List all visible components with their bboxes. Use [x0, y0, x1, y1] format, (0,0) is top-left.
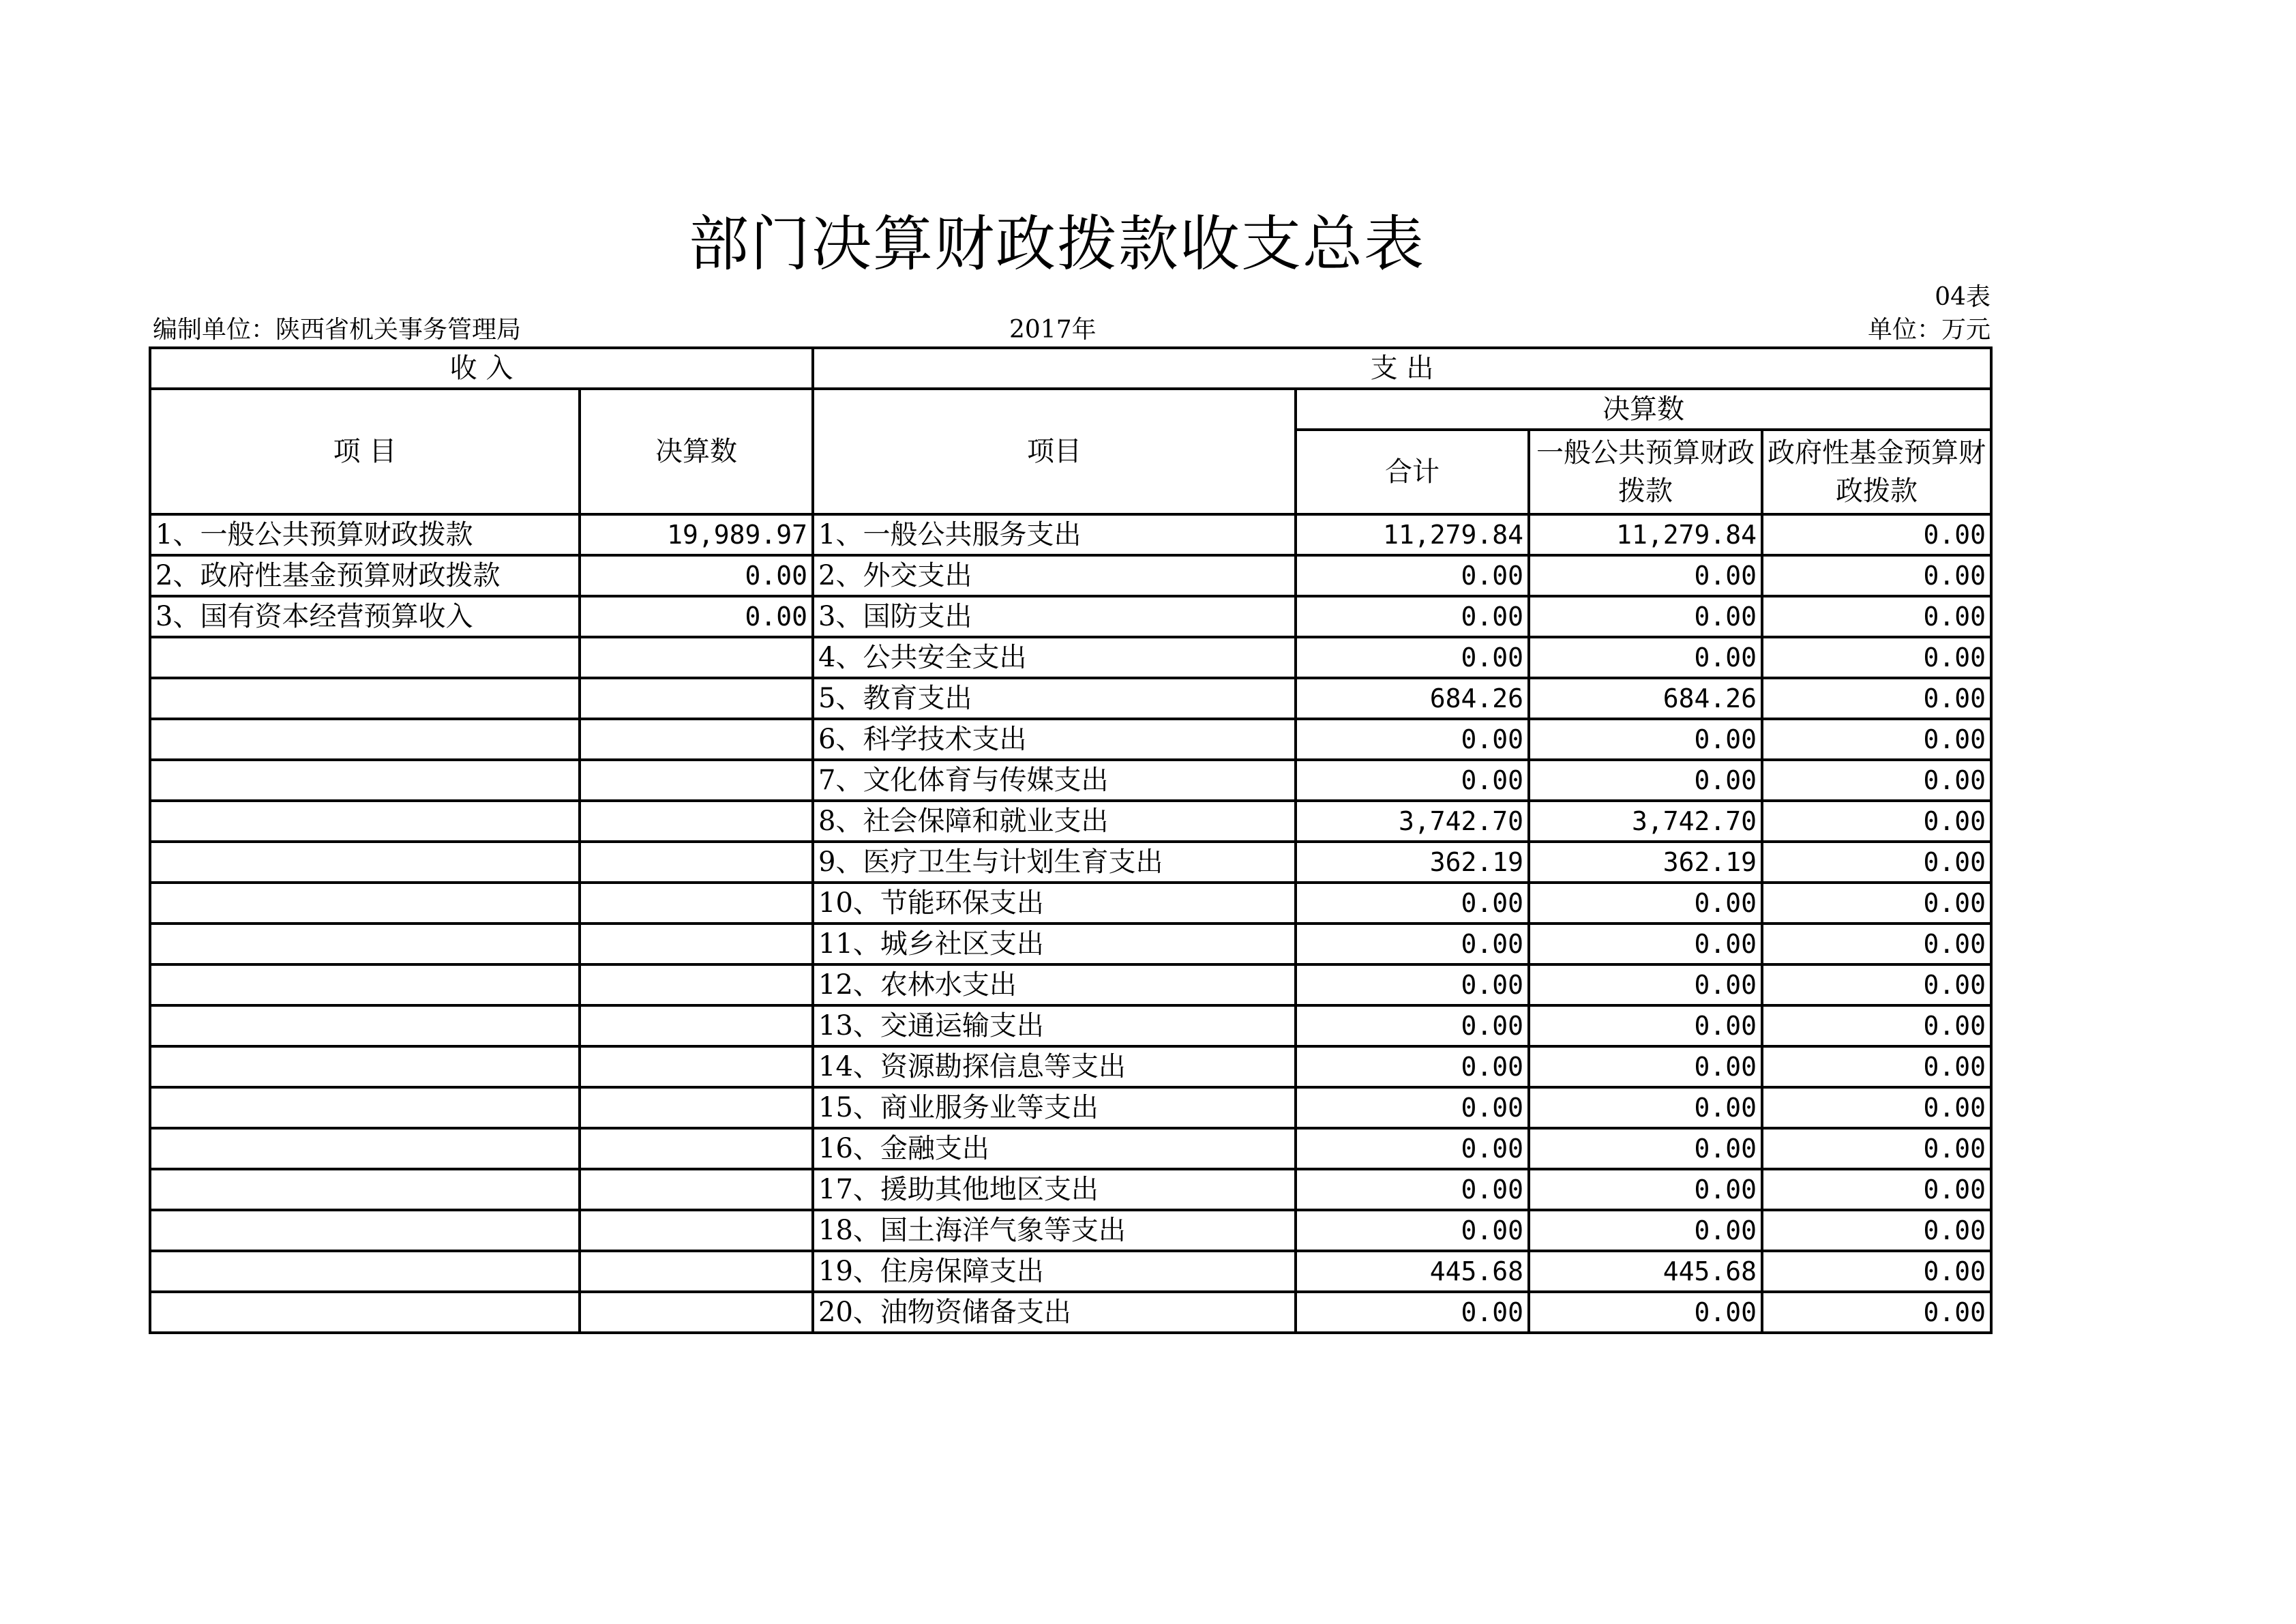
income-item-cell — [150, 1046, 580, 1087]
table-row — [150, 801, 1991, 842]
expense-section-header: 支 出 — [813, 348, 1991, 389]
expense-item-cell: 5、教育支出 — [813, 678, 1296, 719]
table-row — [150, 964, 1991, 1005]
expense-item-cell: 20、油物资储备支出 — [813, 1292, 1296, 1333]
income-amount-cell — [580, 719, 813, 760]
page-title: 部门决算财政拨款收支总表 — [688, 209, 1425, 279]
table-row — [150, 637, 1991, 678]
income-amount-cell — [580, 1005, 813, 1046]
general-budget-cell: 362.19 — [1529, 842, 1762, 883]
income-amount-cell — [580, 1210, 813, 1251]
currency-unit: 单位：万元 — [1867, 316, 1991, 344]
table-row — [150, 1169, 1991, 1210]
section-header-row — [150, 348, 1991, 389]
income-item-cell — [150, 1128, 580, 1169]
income-amount-cell: 0.00 — [580, 555, 813, 596]
table-row — [150, 924, 1991, 964]
general-budget-cell: 0.00 — [1529, 1087, 1762, 1128]
expense-item-cell: 12、农林水支出 — [813, 964, 1296, 1005]
income-amount-cell — [580, 1169, 813, 1210]
expense-total-cell: 0.00 — [1296, 1005, 1529, 1046]
expense-item-cell: 11、城乡社区支出 — [813, 924, 1296, 964]
gov-fund-cell: 0.00 — [1762, 801, 1991, 842]
budget-table — [149, 346, 1993, 1334]
income-item-cell — [150, 842, 580, 883]
expense-total-cell: 0.00 — [1296, 555, 1529, 596]
general-budget-cell: 0.00 — [1529, 719, 1762, 760]
income-item-header: 项 目 — [150, 389, 580, 514]
expense-item-cell: 13、交通运输支出 — [813, 1005, 1296, 1046]
income-item-cell — [150, 964, 580, 1005]
expense-item-cell: 14、资源勘探信息等支出 — [813, 1046, 1296, 1087]
table-row — [150, 842, 1991, 883]
gov-fund-cell: 0.00 — [1762, 883, 1991, 924]
expense-item-cell: 16、金融支出 — [813, 1128, 1296, 1169]
gov-fund-cell: 0.00 — [1762, 760, 1991, 801]
income-item-cell — [150, 883, 580, 924]
expense-item-cell: 10、节能环保支出 — [813, 883, 1296, 924]
table-row — [150, 1210, 1991, 1251]
general-budget-cell: 0.00 — [1529, 760, 1762, 801]
expense-total-cell: 684.26 — [1296, 678, 1529, 719]
expense-item-cell: 4、公共安全支出 — [813, 637, 1296, 678]
compiling-unit: 编制单位：陕西省机关事务管理局 — [153, 316, 522, 344]
income-section-header: 收 入 — [150, 348, 813, 389]
expense-item-cell: 3、国防支出 — [813, 596, 1296, 637]
expense-item-cell: 6、科学技术支出 — [813, 719, 1296, 760]
general-budget-cell: 0.00 — [1529, 596, 1762, 637]
general-budget-cell: 0.00 — [1529, 1169, 1762, 1210]
expense-total-cell: 0.00 — [1296, 1046, 1529, 1087]
expense-total-cell: 0.00 — [1296, 883, 1529, 924]
gov-fund-cell: 0.00 — [1762, 1251, 1991, 1292]
expense-total-cell: 0.00 — [1296, 637, 1529, 678]
report-year: 2017年 — [1009, 316, 1097, 344]
expense-item-cell: 19、住房保障支出 — [813, 1251, 1296, 1292]
expense-total-cell: 0.00 — [1296, 1292, 1529, 1333]
gov-fund-cell: 0.00 — [1762, 1210, 1991, 1251]
income-amount-cell — [580, 842, 813, 883]
expense-total-cell: 0.00 — [1296, 964, 1529, 1005]
general-budget-cell: 0.00 — [1529, 1210, 1762, 1251]
general-budget-cell: 0.00 — [1529, 964, 1762, 1005]
general-budget-cell: 0.00 — [1529, 1292, 1762, 1333]
income-amount-cell — [580, 637, 813, 678]
income-amount-cell — [580, 883, 813, 924]
table-row — [150, 1087, 1991, 1128]
gov-fund-header: 政府性基金预算财政拨款 — [1762, 430, 1991, 514]
expense-total-cell: 0.00 — [1296, 596, 1529, 637]
gov-fund-cell: 0.00 — [1762, 964, 1991, 1005]
general-budget-cell: 0.00 — [1529, 883, 1762, 924]
gov-fund-cell: 0.00 — [1762, 1169, 1991, 1210]
income-item-cell — [150, 719, 580, 760]
gov-fund-cell: 0.00 — [1762, 596, 1991, 637]
expense-total-cell: 0.00 — [1296, 760, 1529, 801]
general-budget-header: 一般公共预算财政拨款 — [1529, 430, 1762, 514]
gov-fund-cell: 0.00 — [1762, 1292, 1991, 1333]
gov-fund-cell: 0.00 — [1762, 1128, 1991, 1169]
income-item-cell — [150, 678, 580, 719]
table-row — [150, 514, 1991, 555]
general-budget-cell: 0.00 — [1529, 555, 1762, 596]
general-budget-cell: 684.26 — [1529, 678, 1762, 719]
table-number: 04表 — [1935, 283, 1991, 311]
income-amount-cell — [580, 1087, 813, 1128]
expense-item-cell: 17、援助其他地区支出 — [813, 1169, 1296, 1210]
expense-item-cell: 1、一般公共服务支出 — [813, 514, 1296, 555]
expense-total-cell: 0.00 — [1296, 1087, 1529, 1128]
expense-amount-group-header: 决算数 — [1296, 389, 1991, 430]
income-item-cell — [150, 1210, 580, 1251]
table-row — [150, 1046, 1991, 1087]
income-amount-cell — [580, 1046, 813, 1087]
income-amount-cell — [580, 1251, 813, 1292]
general-budget-cell: 0.00 — [1529, 1046, 1762, 1087]
expense-total-cell: 445.68 — [1296, 1251, 1529, 1292]
income-amount-header: 决算数 — [580, 389, 813, 514]
table-row — [150, 719, 1991, 760]
income-amount-cell: 0.00 — [580, 596, 813, 637]
income-amount-cell — [580, 924, 813, 964]
table-row — [150, 1128, 1991, 1169]
general-budget-cell: 0.00 — [1529, 1005, 1762, 1046]
expense-item-cell: 2、外交支出 — [813, 555, 1296, 596]
income-amount-cell — [580, 760, 813, 801]
gov-fund-cell: 0.00 — [1762, 514, 1991, 555]
income-amount-cell — [580, 1292, 813, 1333]
gov-fund-cell: 0.00 — [1762, 719, 1991, 760]
expense-total-cell: 0.00 — [1296, 1128, 1529, 1169]
expense-total-cell: 0.00 — [1296, 1169, 1529, 1210]
general-budget-cell: 11,279.84 — [1529, 514, 1762, 555]
income-item-cell — [150, 760, 580, 801]
expense-total-cell: 0.00 — [1296, 1210, 1529, 1251]
income-amount-cell — [580, 678, 813, 719]
gov-fund-cell: 0.00 — [1762, 678, 1991, 719]
expense-item-header: 项目 — [813, 389, 1296, 514]
gov-fund-cell: 0.00 — [1762, 842, 1991, 883]
income-item-cell: 3、国有资本经营预算收入 — [150, 596, 580, 637]
gov-fund-cell: 0.00 — [1762, 1046, 1991, 1087]
table-row — [150, 1005, 1991, 1046]
general-budget-cell: 0.00 — [1529, 1128, 1762, 1169]
gov-fund-cell: 0.00 — [1762, 1087, 1991, 1128]
income-amount-cell: 19,989.97 — [580, 514, 813, 555]
gov-fund-cell: 0.00 — [1762, 555, 1991, 596]
income-amount-cell — [580, 801, 813, 842]
expense-item-cell: 15、商业服务业等支出 — [813, 1087, 1296, 1128]
general-budget-cell: 445.68 — [1529, 1251, 1762, 1292]
total-header: 合计 — [1296, 430, 1529, 514]
income-item-cell — [150, 1005, 580, 1046]
table-row — [150, 1251, 1991, 1292]
expense-total-cell: 362.19 — [1296, 842, 1529, 883]
gov-fund-cell: 0.00 — [1762, 924, 1991, 964]
income-item-cell — [150, 801, 580, 842]
income-item-cell — [150, 1292, 580, 1333]
expense-total-cell: 0.00 — [1296, 719, 1529, 760]
column-header-row-1 — [150, 389, 1991, 430]
expense-item-cell: 9、医疗卫生与计划生育支出 — [813, 842, 1296, 883]
income-item-cell — [150, 1251, 580, 1292]
expense-total-cell: 0.00 — [1296, 924, 1529, 964]
table-row — [150, 678, 1991, 719]
gov-fund-cell: 0.00 — [1762, 1005, 1991, 1046]
income-item-cell: 2、政府性基金预算财政拨款 — [150, 555, 580, 596]
table-row — [150, 883, 1991, 924]
general-budget-cell: 0.00 — [1529, 924, 1762, 964]
expense-item-cell: 18、国土海洋气象等支出 — [813, 1210, 1296, 1251]
income-item-cell: 1、一般公共预算财政拨款 — [150, 514, 580, 555]
income-amount-cell — [580, 1128, 813, 1169]
table-row — [150, 596, 1991, 637]
income-item-cell — [150, 1087, 580, 1128]
expense-total-cell: 3,742.70 — [1296, 801, 1529, 842]
gov-fund-cell: 0.00 — [1762, 637, 1991, 678]
income-item-cell — [150, 637, 580, 678]
income-amount-cell — [580, 964, 813, 1005]
table-row — [150, 1292, 1991, 1333]
table-row — [150, 555, 1991, 596]
general-budget-cell: 0.00 — [1529, 637, 1762, 678]
expense-total-cell: 11,279.84 — [1296, 514, 1529, 555]
table-row — [150, 760, 1991, 801]
income-item-cell — [150, 924, 580, 964]
expense-item-cell: 8、社会保障和就业支出 — [813, 801, 1296, 842]
general-budget-cell: 3,742.70 — [1529, 801, 1762, 842]
income-item-cell — [150, 1169, 580, 1210]
expense-item-cell: 7、文化体育与传媒支出 — [813, 760, 1296, 801]
